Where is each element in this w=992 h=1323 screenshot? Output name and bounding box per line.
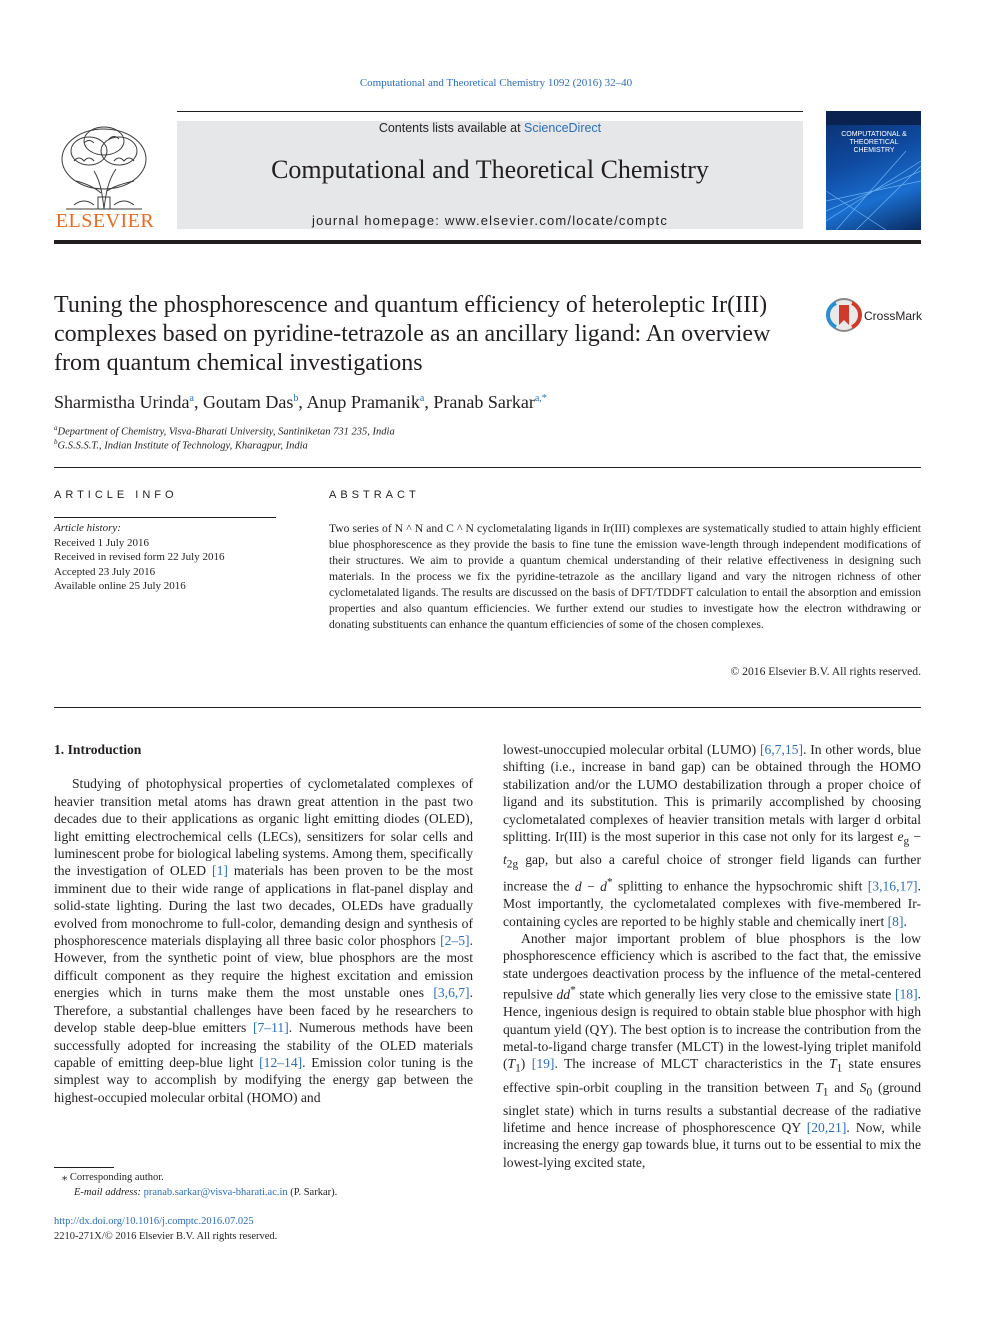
- contents-prefix: Contents lists available at: [378, 121, 525, 135]
- history-item: Received in revised form 22 July 2016: [54, 551, 225, 563]
- footnote-rule: [54, 1167, 114, 1168]
- citation-link[interactable]: [6,7,15]: [759, 742, 803, 757]
- abstract-heading: ABSTRACT: [329, 489, 420, 501]
- history-item: Available online 25 July 2016: [54, 580, 186, 592]
- crossmark-icon[interactable]: [826, 297, 862, 333]
- math-symbol: $e_g - t_{2g}$: [503, 829, 921, 871]
- journal-cover-image[interactable]: [826, 111, 921, 230]
- paragraph: Another major important problem of blue phosphors is the low phosphorescence efficiency which is ascribed to the fact that, the emissive state undergoes deactivation process by the influence of the metal-centered repulsive dd* state which generally lies very close to the emissive state [18]. Hence, ingenious design is required to obtain stable blue phosphor with high quantum yield (QY). The best option is to increase the contribution from the metal-to-ligand charge transfer (MLCT) in the lowest-lying triplet manifold $(T_1)$ [19]. The increase of MLCT characteristics in the $T_1$ state ensures effective spin-orbit coupling in the transition between $T_1$ and $S_0$ (ground singlet state) which in turns results a substantial decrease of the radiative lifetime and hence increase of phosphorescence QY [20,21]. Now, while increasing the energy gap towards blue, it turns out to be essential to mix the lowest-lying excited state,: [503, 931, 922, 1170]
- cover-title: COMPUTATIONAL & THEORETICAL CHEMISTRY: [841, 131, 907, 154]
- author-name[interactable]: Sharmistha Urinda: [54, 392, 190, 412]
- abstract-text: Two series of N ^ N and C ^ N cyclometalating ligands in Ir(III) complexes are systematically studied to attain highly efficient blue phosphorescence as they provide the basis to fine tune the emission wave-length through independent modifications of their structures. We aim to provide a quantum chemical understanding of their relative effectiveness in designing such materials. In the process we fix the pyridine-tetrazole as the ancillary ligand and vary the nitrogen richness of other cyclometalated ligands. The results are discussed on the basis of DFT/TDDFT calculation to entail the absorption and emission properties and also quantum efficiencies. We further extend our studies to investigate how the electron withdrawing or donating substituents can enhance the quantum efficiencies of some of the chosen complexes.: [329, 522, 921, 631]
- email-link[interactable]: pranab.sarkar@visva-bharati.ac.in: [143, 1187, 288, 1198]
- email-footnote: [74, 1187, 337, 1198]
- author-affil-marker[interactable]: a: [419, 393, 425, 404]
- body-column-left: [54, 741, 473, 1106]
- email-suffix: (P. Sarkar).: [287, 1187, 338, 1198]
- author-affil-marker[interactable]: a: [189, 393, 194, 404]
- journal-name: Computational and Theoretical Chemistry: [271, 155, 709, 184]
- citation-link[interactable]: [18]: [894, 986, 918, 1002]
- math-symbol: $T_1$: [507, 1056, 521, 1076]
- paragraph: Studying of photophysical properties of cyclometalated complexes of heavier transition metal atoms has drawn great attention in the past two decades due to their applications as organic light emitting diodes (OLED), light emitting electrochemical cells (LECs), sensitizers for solar cells and luminescent probe for biological labeling systems. Among them, specifically the investigation of OLED [1] materials has been proven to be the most imminent due to their wide range of applications in flat-panel display and solid-state lighting. During the last two decades, OLEDs have gradually evolved from monochrome to full-color, demanding design and synthesis of phosphorescence materials displaying all three basic color phosphors [2–5]. However, from the synthetic point of view, blue phosphors are the most difficult component as they require the highest excitation and emission energies which in turns make them the most unstable ones [3,6,7]. Therefore, a substantial challenges have been faced by he researchers to develop stable deep-blue emitters [7–11]. Numerous methods have been successfully adopted for increasing the stability of the OLED materials capable of emitting deep-blue light [12–14]. Emission color tuning is the simplest way to accomplish by modifying the energy gap between the highest-occupied molecular orbital (HOMO) and: [54, 776, 474, 1105]
- cover-art: [826, 111, 921, 230]
- author-name[interactable]: Goutam Das: [202, 392, 294, 412]
- citation-link[interactable]: [3,6,7]: [433, 985, 470, 1001]
- abstract-copyright: © 2016 Elsevier B.V. All rights reserved.: [730, 665, 921, 678]
- journal-homepage: [177, 213, 803, 228]
- divider: [54, 467, 921, 468]
- section-title: 1. Introduction: [54, 742, 142, 757]
- citation-link[interactable]: [2–5]: [440, 933, 470, 949]
- asterisk-icon: ⁎: [62, 1172, 70, 1183]
- sciencedirect-link[interactable]: ScienceDirect: [524, 121, 602, 135]
- citation-link[interactable]: [3,16,17]: [867, 878, 918, 894]
- math-symbol: dd*: [556, 984, 576, 1002]
- history-item: Received 1 July 2016: [54, 536, 150, 549]
- author-name[interactable]: Pranab Sarkar: [433, 392, 535, 412]
- history-item: Accepted 23 July 2016: [54, 565, 156, 578]
- author-list: Sharmistha Urinda$^a$, Goutam Das$^b$, Anup Pramanik$^a$, Pranab Sarkar$^{a,*}$: [54, 392, 547, 412]
- citation-link[interactable]: [1]: [212, 863, 228, 879]
- math-symbol: d − d*: [574, 876, 613, 894]
- homepage-url[interactable]: www.elsevier.com/locate/comptc: [444, 213, 669, 228]
- affiliation: $^b$G.S.S.S.T., Indian Institute of Technology, Kharagpur, India: [54, 438, 308, 452]
- divider: [54, 517, 276, 518]
- body-column-right: [503, 741, 921, 1171]
- contents-line: [177, 121, 803, 135]
- article-title: Tuning the phosphorescence and quantum efficiency of heteroleptic Ir(III) complexes based on pyridine-tetrazole as an ancillary ligand: An overview from quantum chemical investigations: [54, 292, 771, 376]
- citation-link[interactable]: [20,21]: [806, 1120, 847, 1136]
- paragraph: lowest-unoccupied molecular orbital (LUMO) [6,7,15]. In other words, blue shifting (i.e., increase in band gap) can be obtained through the HOMO stabilization and/or the LUMO destabilization through a proper choice of ligand and its substitution. This is primarily accomplished by choosing cyclometalated complexes of heavier transition metals with larger d orbital splitting. Ir(III) is the most superior in this case not only for its largest $e_g - t_{2g}$ gap, but also a careful choice of stronger field ligands can further increase the d − d* splitting to enhance the hypsochromic shift [3,16,17]. Most importantly, the cyclometalated complexes with five-membered Ir-containing cycles are reported to be highly stable and chemically inert [8].: [503, 742, 922, 929]
- math-symbol: $S_0$: [859, 1079, 873, 1099]
- citation-link[interactable]: [8]: [887, 913, 904, 929]
- author-affil-marker[interactable]: a,*: [534, 393, 547, 404]
- homepage-prefix: journal homepage:: [311, 213, 445, 228]
- header-rule: [177, 111, 803, 112]
- history-label: Article history:: [54, 522, 121, 534]
- math-symbol: $T_1$: [829, 1056, 843, 1076]
- citation-link[interactable]: [7–11]: [252, 1020, 289, 1036]
- author-name[interactable]: Anup Pramanik: [306, 392, 420, 412]
- citation-link[interactable]: [12–14]: [259, 1054, 303, 1070]
- math-symbol: $T_1$: [815, 1079, 829, 1099]
- header-thick-rule: [54, 240, 921, 244]
- author-affil-marker[interactable]: b: [293, 393, 299, 404]
- journal-citation[interactable]: Computational and Theoretical Chemistry 1092 (2016) 32–40: [359, 77, 633, 89]
- elsevier-wordmark: ELSEVIER: [55, 210, 155, 232]
- affiliation: $^a$Department of Chemistry, Visva-Bharati University, Santiniketan 731 235, India: [54, 424, 395, 438]
- corresponding-footnote: ⁎ Corresponding author.: [62, 1172, 164, 1183]
- article-history: [54, 521, 224, 594]
- article-info-heading: ARTICLE INFO: [54, 489, 178, 501]
- issn-line: 2210-271X/© 2016 Elsevier B.V. All rights reserved.: [54, 1231, 278, 1242]
- doi-link[interactable]: http://dx.doi.org/10.1016/j.comptc.2016.07.025: [54, 1216, 254, 1227]
- citation-link[interactable]: [19]: [531, 1056, 555, 1072]
- divider: [54, 707, 921, 708]
- email-label: E-mail address:: [74, 1187, 144, 1198]
- crossmark-label[interactable]: CrossMark: [864, 309, 923, 323]
